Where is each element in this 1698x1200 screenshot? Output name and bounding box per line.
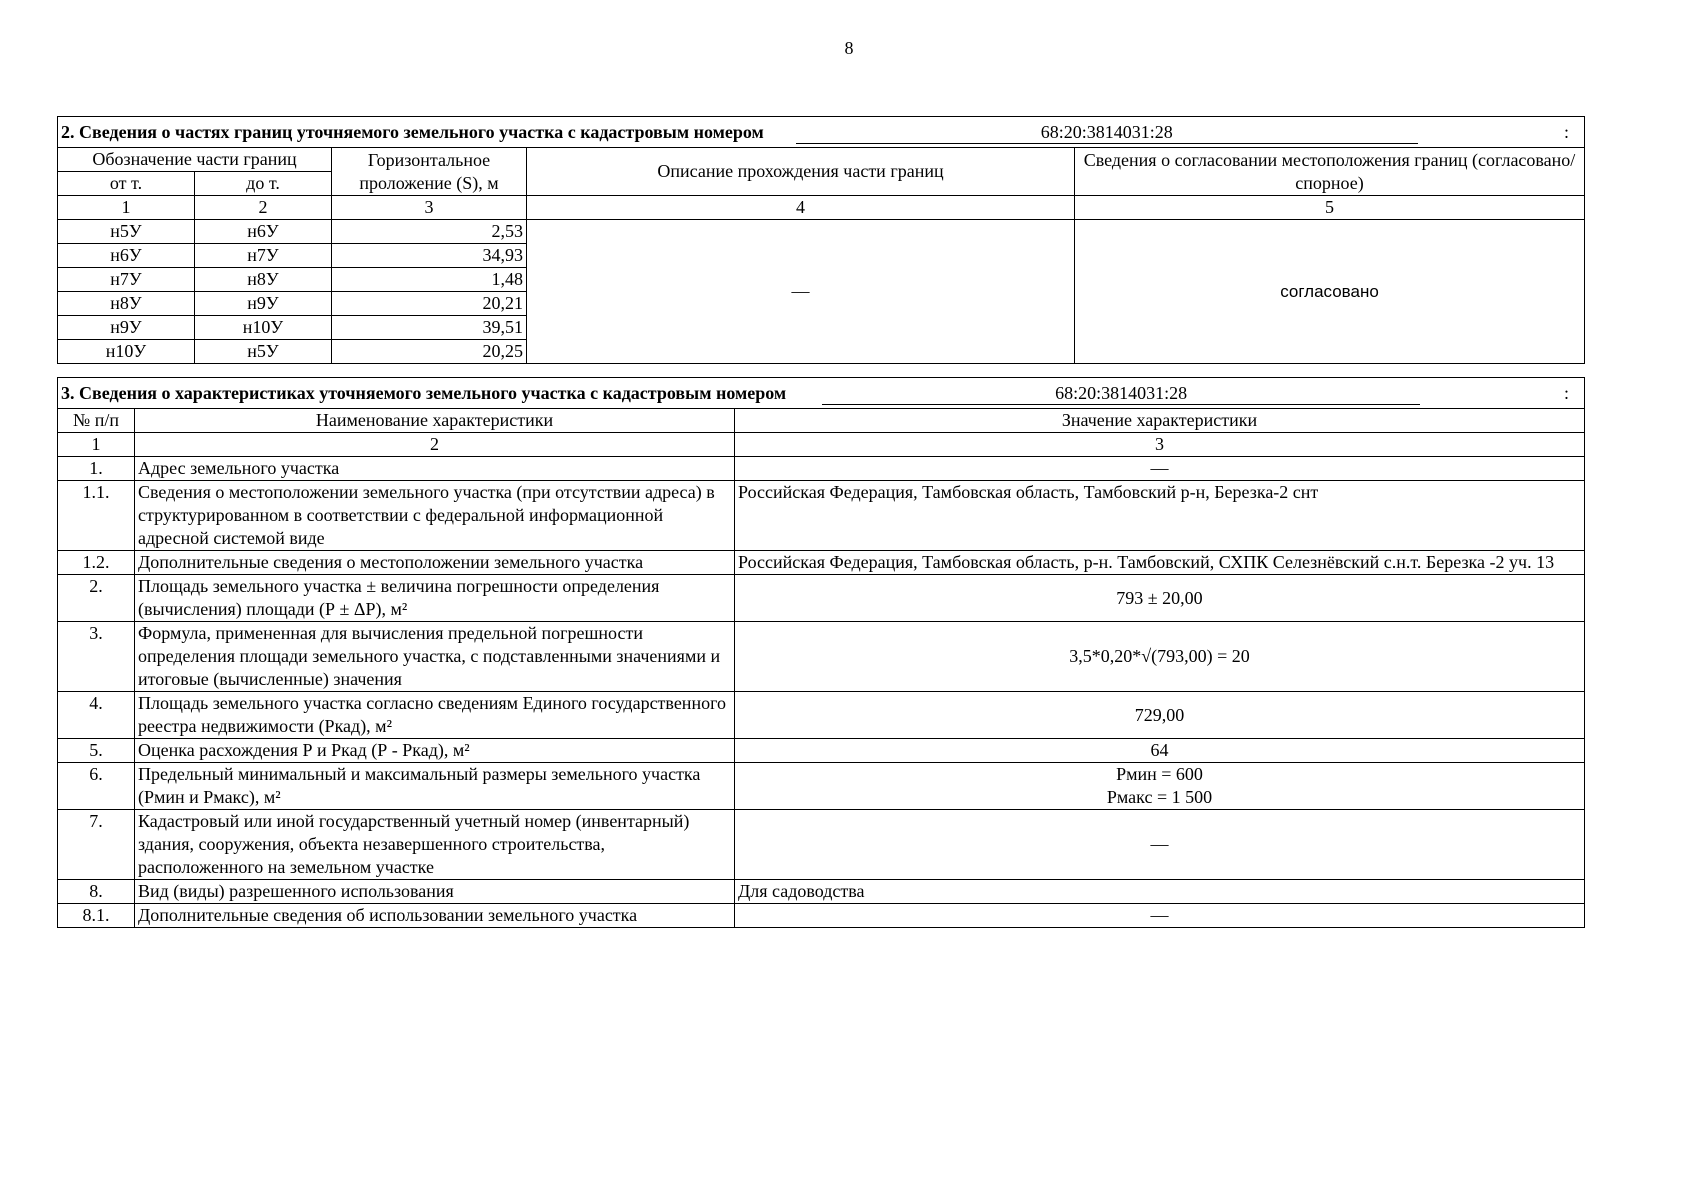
row-number: 6. xyxy=(58,763,135,810)
num-header: № п/п xyxy=(58,409,135,433)
characteristic-value: — xyxy=(735,810,1585,880)
point-from: н10У xyxy=(58,340,195,364)
characteristic-value: 3,5*0,20*√(793,00) = 20 xyxy=(735,622,1585,692)
table-row xyxy=(58,575,1585,622)
characteristic-name: Оценка расхождения Р и Ркад (Р - Ркад), м² xyxy=(135,739,735,763)
row-number: 2. xyxy=(58,575,135,622)
horizontal-header: Горизонтальное проложение (S), м xyxy=(332,148,527,196)
description-header: Описание прохождения части границ xyxy=(527,148,1075,196)
table-row xyxy=(58,880,1585,904)
characteristic-name: Адрес земельного участка xyxy=(135,457,735,481)
point-to: н10У xyxy=(195,316,332,340)
table-row xyxy=(58,739,1585,763)
col-number: 1 xyxy=(58,433,135,457)
characteristic-name: Площадь земельного участка ± величина погрешности определения (вычисления) площади (Р ± ΔР), м² xyxy=(135,575,735,622)
characteristic-name: Площадь земельного участка согласно сведениям Единого государственного реестра недвижимости (Ркад), м² xyxy=(135,692,735,739)
segment-length: 2,53 xyxy=(332,220,527,244)
characteristic-name: Предельный минимальный и максимальный размеры земельного участка (Рмин и Рмакс), м² xyxy=(135,763,735,810)
col-number: 2 xyxy=(195,196,332,220)
characteristic-name: Дополнительные сведения об использовании земельного участка xyxy=(135,904,735,928)
table-row xyxy=(58,810,1585,880)
point-from: н7У xyxy=(58,268,195,292)
table-row xyxy=(58,551,1585,575)
row-number: 5. xyxy=(58,739,135,763)
point-from: н8У xyxy=(58,292,195,316)
col-number: 3 xyxy=(735,433,1585,457)
section3-title: 3. Сведения о характеристиках уточняемого земельного участка с кадастровым номером xyxy=(61,382,787,403)
table-row xyxy=(58,220,1585,244)
from-header: от т. xyxy=(58,172,195,196)
value-header: Значение характеристики xyxy=(735,409,1585,433)
col-number: 3 xyxy=(332,196,527,220)
table-row xyxy=(58,692,1585,739)
segment-length: 34,93 xyxy=(332,244,527,268)
characteristic-value: Для садоводства xyxy=(735,880,1585,904)
characteristic-name: Кадастровый или иной государственный учетный номер (инвентарный) здания, сооружения, объекта незавершенного строительства, расположенного на земельном участке xyxy=(135,810,735,880)
table-row xyxy=(58,481,1585,551)
point-from: н5У xyxy=(58,220,195,244)
agreement-value: согласовано xyxy=(1075,220,1585,364)
point-to: н5У xyxy=(195,340,332,364)
segment-length: 20,25 xyxy=(332,340,527,364)
designation-header: Обозначение части границ xyxy=(58,148,332,172)
boundary-parts-table xyxy=(57,116,1585,364)
row-number: 1.1. xyxy=(58,481,135,551)
section2-colon: : xyxy=(1564,121,1570,142)
characteristic-value: 64 xyxy=(735,739,1585,763)
row-number: 8.1. xyxy=(58,904,135,928)
col-number: 4 xyxy=(527,196,1075,220)
characteristic-name: Сведения о местоположении земельного участка (при отсутствии адреса) в структурированном в соответствии с федеральной информационной адресной системой виде xyxy=(135,481,735,551)
row-number: 1. xyxy=(58,457,135,481)
characteristics-table xyxy=(57,377,1585,928)
row-number: 1.2. xyxy=(58,551,135,575)
row-number: 8. xyxy=(58,880,135,904)
segment-length: 1,48 xyxy=(332,268,527,292)
row-number: 7. xyxy=(58,810,135,880)
characteristic-value xyxy=(735,763,1585,810)
characteristic-value: 729,00 xyxy=(735,692,1585,739)
segment-length: 20,21 xyxy=(332,292,527,316)
table-row xyxy=(58,457,1585,481)
row-number: 4. xyxy=(58,692,135,739)
section3-header xyxy=(58,378,1585,409)
characteristic-value: Российская Федерация, Тамбовская область, Тамбовский р-н, Березка-2 снт xyxy=(735,481,1585,551)
table-row xyxy=(58,622,1585,692)
col-number: 1 xyxy=(58,196,195,220)
point-to: н7У xyxy=(195,244,332,268)
characteristic-name: Формула, примененная для вычисления предельной погрешности определения площади земельного участка, с подставленными значениями и итоговые (вычисленные) значения xyxy=(135,622,735,692)
area-max-value: Рмакс = 1 500 xyxy=(1106,787,1213,807)
characteristic-value: — xyxy=(735,457,1585,481)
point-from: н6У xyxy=(58,244,195,268)
characteristic-value: — xyxy=(735,904,1585,928)
section2-title: 2. Сведения о частях границ уточняемого земельного участка с кадастровым номером xyxy=(61,121,764,142)
row-number: 3. xyxy=(58,622,135,692)
section3-colon: : xyxy=(1563,382,1569,403)
point-to: н8У xyxy=(195,268,332,292)
description-value: — xyxy=(527,220,1075,364)
area-min-value: Рмин = 600 xyxy=(1116,764,1203,784)
col-number: 5 xyxy=(1075,196,1585,220)
segment-length: 39,51 xyxy=(332,316,527,340)
characteristic-value: 793 ± 20,00 xyxy=(735,575,1585,622)
agreement-header: Сведения о согласовании местоположения границ (согласовано/спорное) xyxy=(1075,148,1585,196)
section2-cadastral-number: 68:20:3814031:28 xyxy=(796,121,1418,144)
to-header: до т. xyxy=(195,172,332,196)
point-to: н9У xyxy=(195,292,332,316)
col-number: 2 xyxy=(135,433,735,457)
name-header: Наименование характеристики xyxy=(135,409,735,433)
table-row xyxy=(58,904,1585,928)
table-row xyxy=(58,763,1585,810)
point-from: н9У xyxy=(58,316,195,340)
characteristic-name: Дополнительные сведения о местоположении земельного участка xyxy=(135,551,735,575)
point-to: н6У xyxy=(195,220,332,244)
characteristic-value: Российская Федерация, Тамбовская область, р-н. Тамбовский, СХПК Селезнёвский с.н.т. Березка -2 уч. 13 xyxy=(735,551,1585,575)
page-number: 8 xyxy=(844,38,854,58)
characteristic-name: Вид (виды) разрешенного использования xyxy=(135,880,735,904)
section3-cadastral-number: 68:20:3814031:28 xyxy=(822,382,1420,405)
section2-header xyxy=(58,117,1585,148)
